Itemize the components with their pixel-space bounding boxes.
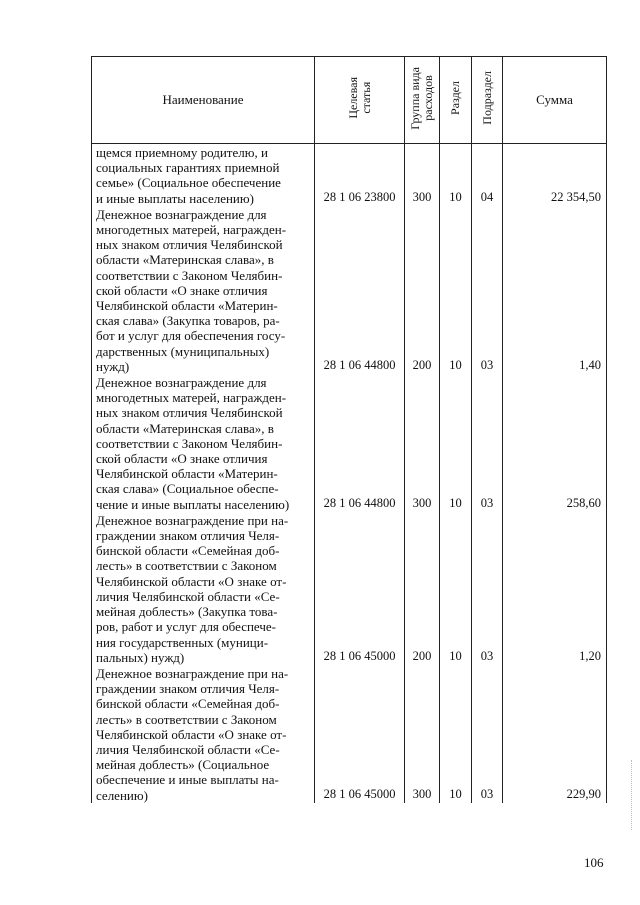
table-header-row	[92, 57, 607, 144]
budget-table	[91, 56, 607, 803]
row-subsection: 03	[472, 374, 503, 512]
row-name: Денежное вознаграждение для многодетных матерей, награжден- ных знаком отличия Челябинской области «Материнская слава», в соответствии с Законом Челябин- ской области «О знаке отличия Челябинской области «Материн- ская слава» (Закупка товаров, ра- бот и услуг для обеспечения госу- дарственных (муниципальных) нужд)	[92, 206, 315, 374]
page-number: 106	[584, 855, 604, 870]
row-amount: 258,60	[503, 374, 607, 512]
scan-mark	[631, 760, 633, 830]
row-expense-group: 200	[405, 206, 440, 374]
row-section: 10	[440, 512, 472, 665]
table-row	[92, 144, 607, 206]
header-name: Наименование	[92, 57, 315, 144]
row-target-article: 28 1 06 44800	[315, 374, 405, 512]
row-target-article: 28 1 06 44800	[315, 206, 405, 374]
row-section: 10	[440, 665, 472, 803]
row-amount: 22 354,50	[503, 144, 607, 206]
row-expense-group: 300	[405, 144, 440, 206]
row-name: Денежное вознаграждение для многодетных матерей, награжден- ных знаком отличия Челябинской области «Материнская слава», в соответствии с Законом Челябин- ской области «О знаке отличия Челябинской области «Материн- ская слава» (Социальное обеспе- чение и иные выплаты населению)	[92, 374, 315, 512]
row-section: 10	[440, 374, 472, 512]
row-name: Денежное вознаграждение при на- граждении знаком отличия Челя- бинской области «Семейная доб- лесть» в соответствии с Законом Челябинской области «О знаке от- личия Челябинской области «Се- мейная доблесть» (Социальное обеспечение и иные выплаты на- селению)	[92, 665, 315, 803]
header-amount: Сумма	[503, 57, 607, 144]
table-row	[92, 374, 607, 512]
row-section: 10	[440, 144, 472, 206]
table-row	[92, 665, 607, 803]
header-target-article: Целевая статья	[315, 57, 405, 144]
row-target-article: 28 1 06 45000	[315, 665, 405, 803]
row-amount: 1,40	[503, 206, 607, 374]
row-expense-group: 300	[405, 374, 440, 512]
header-section: Раздел	[440, 57, 472, 144]
row-expense-group: 300	[405, 665, 440, 803]
row-amount: 229,90	[503, 665, 607, 803]
row-expense-group: 200	[405, 512, 440, 665]
row-name: Денежное вознаграждение при на- граждении знаком отличия Челя- бинской области «Семейная доб- лесть» в соответствии с Законом Челябинской области «О знаке от- личия Челябинской области «Се- мейная доблесть» (Закупка това- ров, работ и услуг для обеспече- ния государственных (муници- пальных) нужд)	[92, 512, 315, 665]
table-row	[92, 206, 607, 374]
row-subsection: 03	[472, 206, 503, 374]
row-subsection: 04	[472, 144, 503, 206]
row-subsection: 03	[472, 665, 503, 803]
row-name: щемся приемному родителю, и социальных гарантиях приемной семье» (Социальное обеспечение и иные выплаты населению)	[92, 144, 315, 206]
row-target-article: 28 1 06 45000	[315, 512, 405, 665]
row-subsection: 03	[472, 512, 503, 665]
table-row	[92, 512, 607, 665]
header-subsection: Подраздел	[472, 57, 503, 144]
header-expense-group: Группа вида расходов	[405, 57, 440, 144]
row-target-article: 28 1 06 23800	[315, 144, 405, 206]
row-section: 10	[440, 206, 472, 374]
row-amount: 1,20	[503, 512, 607, 665]
